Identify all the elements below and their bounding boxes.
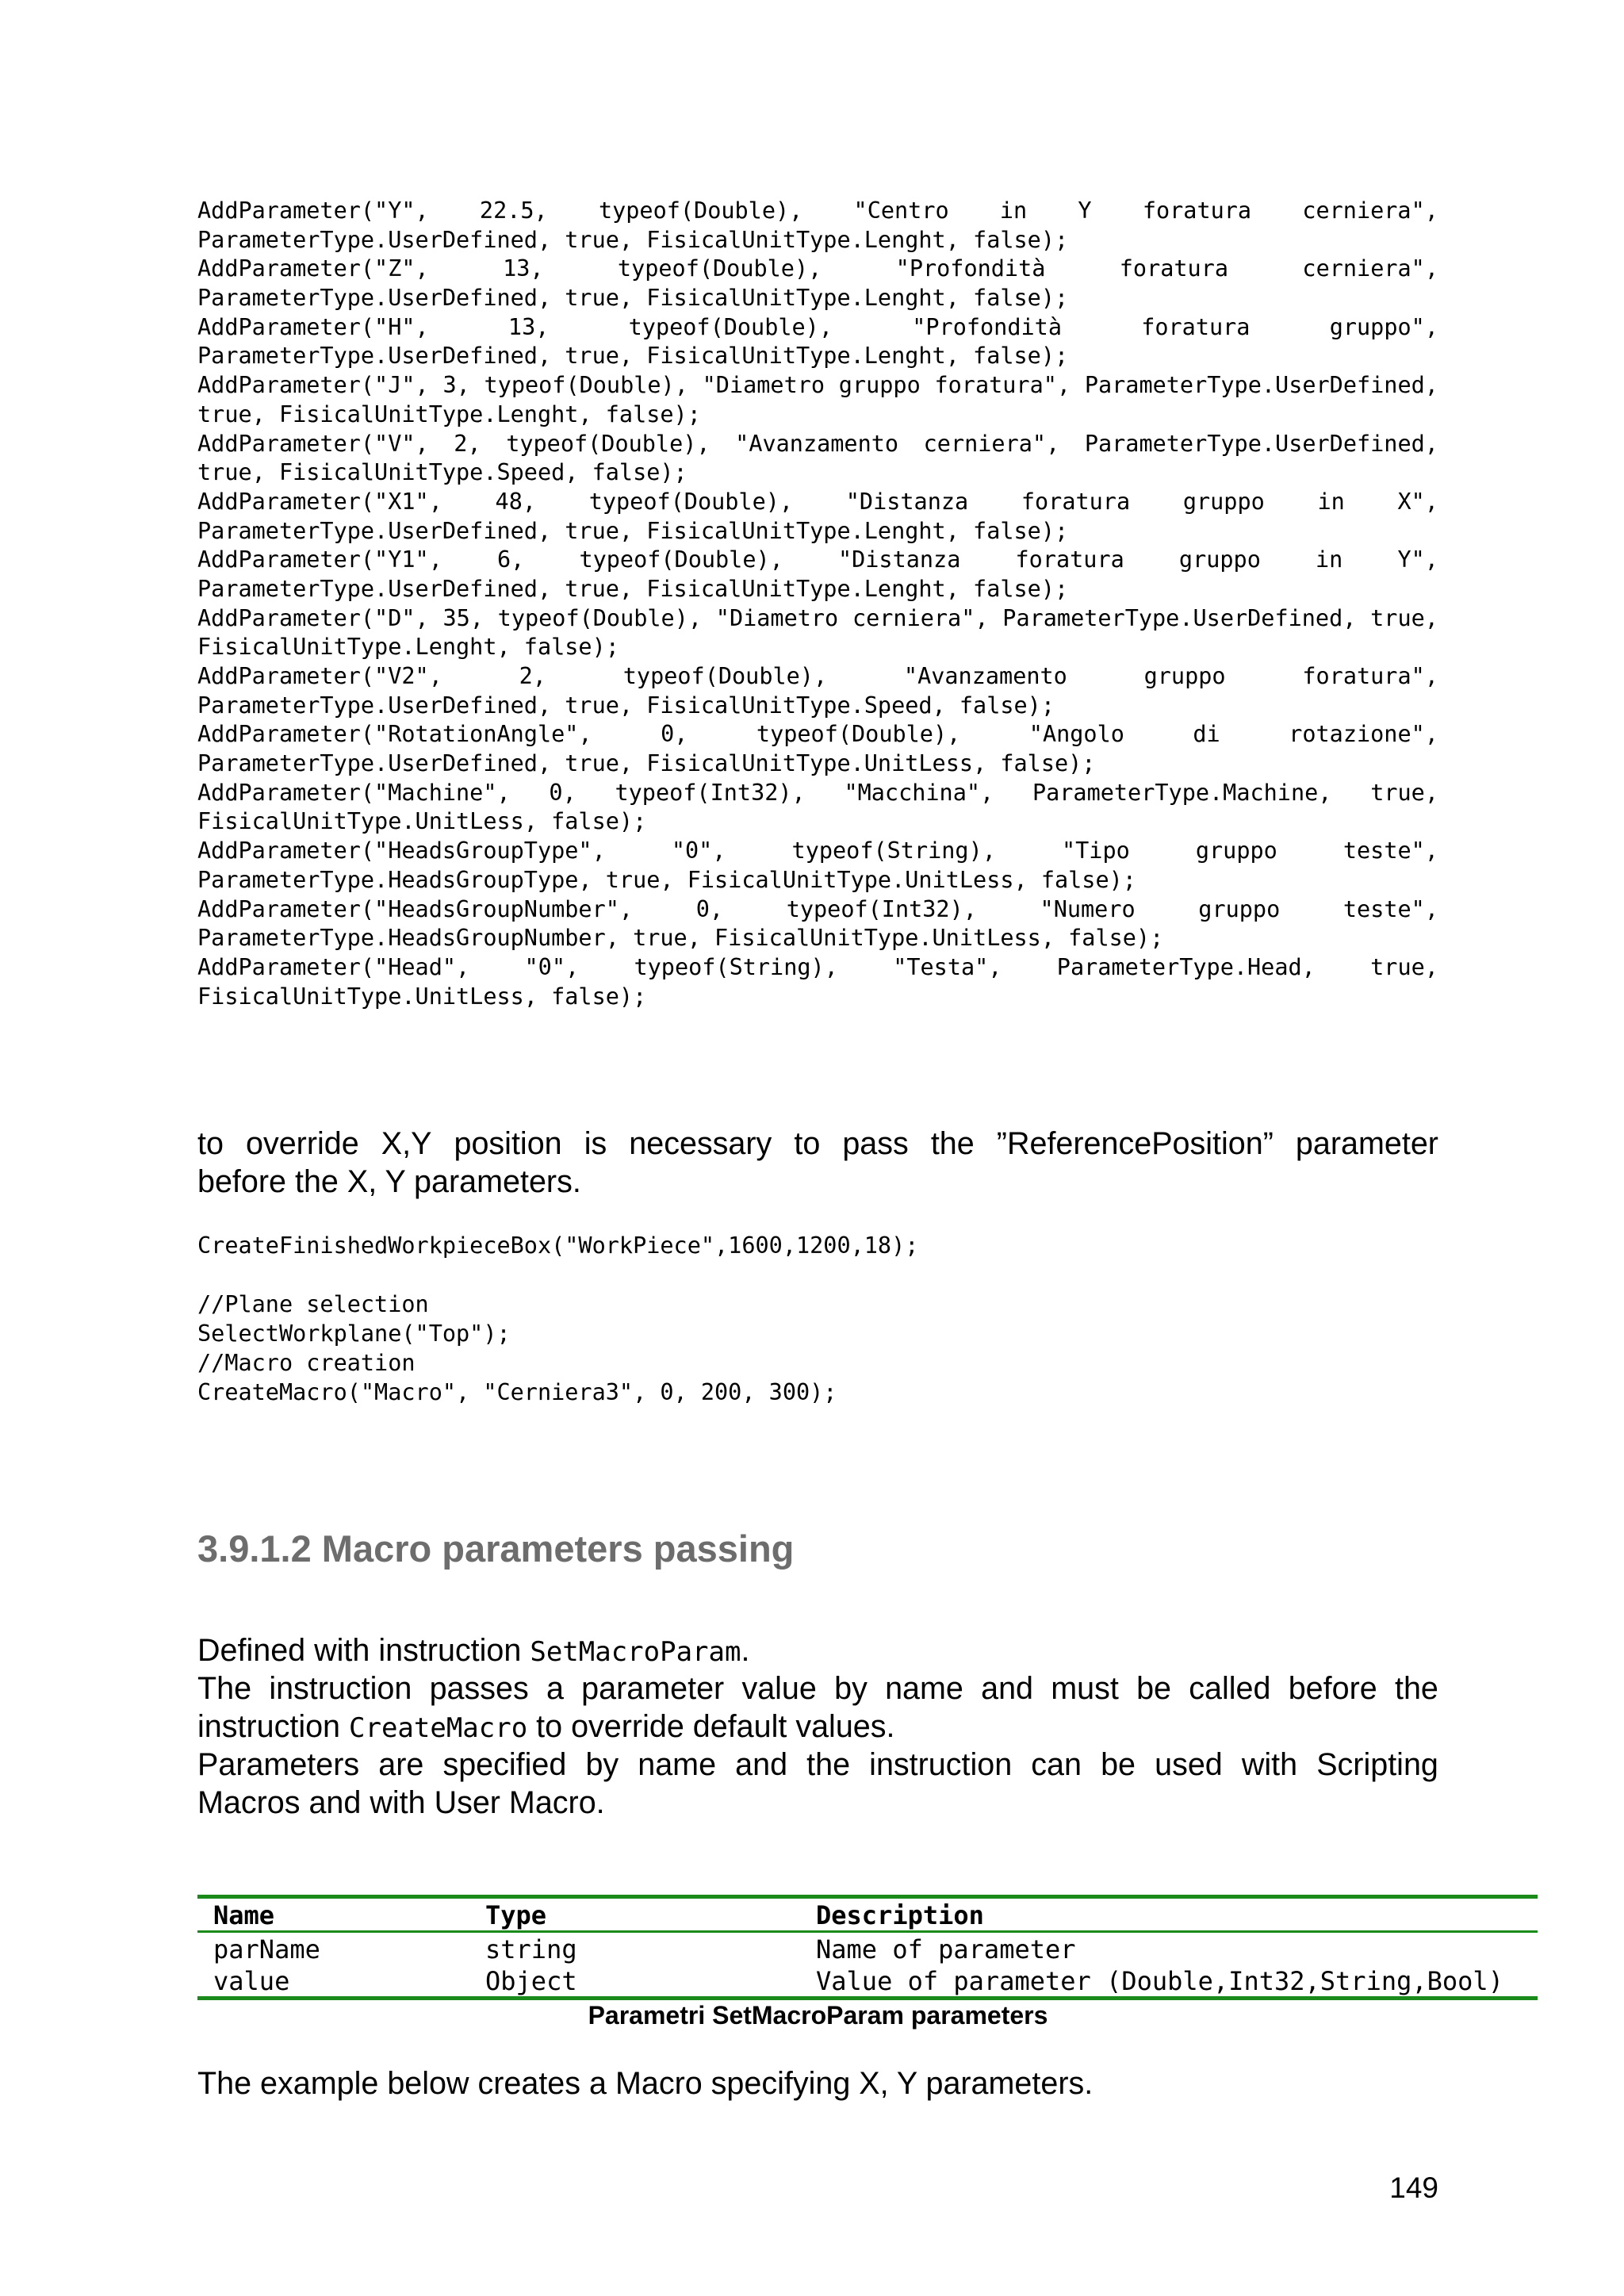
word: ParameterType.UserDefined, [1002, 604, 1357, 631]
section-description [197, 1631, 1438, 1822]
word: parameter [1295, 1126, 1438, 1161]
word: X,Y [381, 1126, 432, 1161]
code-line: //Plane selection [197, 1291, 429, 1317]
code-line: CreateMacro("Macro", "Cerniera3", 0, 200, 300); [197, 1379, 837, 1405]
word: "Avanzamento [735, 430, 899, 457]
word: foratura [1015, 546, 1124, 573]
example-text: The example below creates a Macro specifying X, Y parameters. [197, 2066, 1094, 2101]
word: can [1031, 1747, 1082, 1782]
text-line: FisicalUnitType.UnitLess, false); [197, 808, 647, 835]
text-line [197, 197, 1438, 226]
word: name [885, 1671, 963, 1706]
word: typeof(String), [634, 953, 838, 980]
word: "Tipo [1061, 838, 1130, 864]
word: "Profondità [912, 313, 1062, 340]
text-line: ParameterType.UserDefined, true, FisicalUnitType.UnitLess, false); [197, 750, 1096, 777]
word: typeof(Int32), [615, 779, 806, 806]
word: "Diametro [702, 372, 825, 399]
word: The [197, 1671, 252, 1706]
word: ParameterType.UserDefined, [1084, 430, 1438, 457]
text-line: before the X, Y parameters. [197, 1164, 581, 1199]
cell-description: Name of parameter [816, 1934, 1076, 1964]
word: Y [1078, 197, 1092, 224]
word: "Avanzamento [903, 663, 1067, 689]
word: necessary [629, 1126, 772, 1161]
word: 22.5, [479, 197, 548, 224]
word: instruction [269, 1671, 412, 1706]
text-line [197, 430, 1438, 459]
parameters-table [197, 1895, 1538, 2000]
word: a [546, 1671, 564, 1706]
word: 0, [661, 721, 688, 748]
text-line: ParameterType.UserDefined, true, FisicalUnitType.Speed, false); [197, 692, 1055, 719]
word: foratura [1142, 197, 1252, 224]
word: AddParameter("Y1", [197, 546, 442, 573]
word: by [585, 1747, 619, 1782]
word: di [1193, 721, 1220, 748]
word: 13, [503, 255, 544, 282]
word: cerniera", [1302, 197, 1438, 224]
word: 3, [442, 372, 470, 399]
word: called [1189, 1671, 1271, 1706]
inline-code-setmacroparam: SetMacroParam [530, 1636, 741, 1668]
header-name: Name [197, 1897, 469, 1932]
word: AddParameter("Y", [197, 197, 429, 224]
word: rotazione", [1289, 721, 1438, 748]
word: name [638, 1747, 717, 1782]
word: parameter [581, 1671, 725, 1706]
word: ParameterType.Head, [1056, 953, 1316, 980]
word: override [246, 1126, 359, 1161]
word: foratura [1119, 255, 1229, 282]
word: AddParameter("HeadsGroupNumber", [197, 895, 634, 922]
override-paragraph [197, 1125, 1438, 1201]
word: AddParameter("Head", [197, 953, 470, 980]
word: "Testa", [893, 953, 1002, 980]
cell-description: Value of parameter (Double,Int32,String,Bool) [800, 1964, 1538, 1999]
word: true, [1370, 779, 1438, 806]
word: typeof(Double), [497, 604, 703, 631]
word: instruction [869, 1747, 1013, 1782]
word: typeof(Double), [598, 197, 803, 224]
text-span: Defined with instruction [197, 1633, 530, 1668]
text-line: ParameterType.UserDefined, true, FisicalUnitType.Lenght, false); [197, 285, 1069, 312]
header-description: Description [800, 1897, 1538, 1932]
word: AddParameter("Z", [197, 255, 429, 282]
word: 35, [442, 604, 484, 631]
word: and [735, 1747, 788, 1782]
header-type: Type [469, 1897, 800, 1932]
word: "Numero [1040, 895, 1136, 922]
code-block-create-macro [197, 1231, 918, 1407]
word: typeof(Int32), [786, 895, 977, 922]
word: cerniera", [1302, 255, 1438, 282]
word: gruppo", [1329, 313, 1438, 340]
defined-with-line [197, 1631, 1438, 1669]
word: "Angolo [1028, 721, 1124, 748]
text-line: FisicalUnitType.Lenght, false); [197, 634, 619, 661]
word: AddParameter("J", [197, 372, 429, 399]
text-line [197, 1125, 1438, 1163]
word: true, [1370, 953, 1438, 980]
word: AddParameter("RotationAngle", [197, 721, 592, 748]
cell-name: parName [213, 1934, 320, 1964]
word: 13, [508, 313, 550, 340]
word: in [999, 197, 1028, 224]
word: to [197, 1126, 224, 1161]
word: be [1101, 1747, 1136, 1782]
word: typeof(String), [791, 838, 996, 864]
text-line [197, 546, 1438, 575]
text-line [197, 779, 1438, 808]
word: foratura [1021, 488, 1131, 515]
code-block-addparameter [197, 197, 1438, 1011]
word: typeof(Double), [484, 372, 688, 399]
word: Y", [1397, 546, 1438, 573]
text-span: to override default values. [527, 1709, 895, 1744]
word: the [930, 1126, 975, 1161]
word: gruppo [1195, 838, 1277, 864]
word: gruppo [1198, 895, 1281, 922]
word: 48, [495, 488, 537, 515]
word: "Centro [853, 197, 949, 224]
word: the [806, 1747, 851, 1782]
word: AddParameter("V", [197, 430, 429, 457]
text-line: ParameterType.UserDefined, true, FisicalUnitType.Lenght, false); [197, 575, 1069, 602]
word: before [1288, 1671, 1377, 1706]
cell-type: Object [469, 1964, 800, 1999]
text-line: ParameterType.HeadsGroupType, true, FisicalUnitType.UnitLess, false); [197, 866, 1136, 893]
text-line [197, 837, 1438, 866]
cell-type: string [485, 1934, 577, 1964]
word: "Profondità [895, 255, 1046, 282]
word: AddParameter("D", [197, 604, 429, 631]
word: gruppo [1182, 488, 1265, 515]
text-line: ParameterType.UserDefined, true, FisicalUnitType.Lenght, false); [197, 226, 1069, 253]
text-line: true, FisicalUnitType.Speed, false); [197, 459, 688, 486]
word: teste", [1342, 895, 1438, 922]
text-line: ParameterType.UserDefined, true, FisicalUnitType.Lenght, false); [197, 517, 1069, 544]
word: AddParameter("H", [197, 313, 429, 340]
word: Parameters [197, 1747, 360, 1782]
word: cerniera", [852, 604, 989, 631]
word: by [834, 1671, 868, 1706]
text-line [197, 313, 1438, 343]
text-line [197, 720, 1438, 749]
word: gruppo [838, 372, 921, 399]
word: used [1155, 1747, 1223, 1782]
text-line: ParameterType.UserDefined, true, FisicalUnitType.Lenght, false); [197, 343, 1069, 370]
description-line-5: Macros and with User Macro. [197, 1785, 605, 1820]
word: typeof(Double), [506, 430, 710, 457]
word: ParameterType.Machine, [1032, 779, 1332, 806]
word: typeof(Double), [756, 721, 961, 748]
word: 2, [454, 430, 481, 457]
text-line [197, 255, 1438, 284]
word: pass [842, 1126, 909, 1161]
word: value [741, 1671, 817, 1706]
word: teste", [1342, 838, 1438, 864]
page-number: 149 [1389, 2171, 1438, 2204]
description-line-3 [197, 1708, 1438, 1746]
word: "Distanza [845, 488, 969, 515]
section-heading: 3.9.1.2 Macro parameters passing [197, 1527, 795, 1570]
word: and [981, 1671, 1034, 1706]
text-span: instruction [197, 1709, 350, 1744]
text-span: . [741, 1633, 750, 1668]
text-line [197, 488, 1438, 517]
blank-line [197, 1260, 918, 1290]
word: 0, [549, 779, 576, 806]
word: AddParameter("Machine", [197, 779, 511, 806]
word: typeof(Double), [588, 488, 794, 515]
word: be [1136, 1671, 1172, 1706]
word: to [794, 1126, 821, 1161]
text-line [197, 662, 1438, 692]
word: typeof(Double), [628, 313, 833, 340]
cell-name: value [197, 1964, 469, 1999]
word: "0", [671, 838, 726, 864]
word: ”ReferencePosition” [996, 1126, 1274, 1161]
word: in [1317, 488, 1345, 515]
table-row [197, 1964, 1538, 1999]
text-line: true, FisicalUnitType.Lenght, false); [197, 401, 701, 427]
word: in [1316, 546, 1343, 573]
text-line [197, 604, 1438, 634]
word: typeof(Double), [579, 546, 783, 573]
word: with [1241, 1747, 1298, 1782]
word: "Distanza [837, 546, 961, 573]
word: the [1394, 1671, 1438, 1706]
word: passes [429, 1671, 529, 1706]
table-row [197, 1932, 1538, 1965]
text-line: FisicalUnitType.UnitLess, false); [197, 983, 647, 1010]
text-line [197, 371, 1438, 401]
inline-code-createmacro: CreateMacro [349, 1712, 528, 1744]
code-line: //Macro creation [197, 1350, 416, 1376]
word: must [1051, 1671, 1119, 1706]
word: 6, [496, 546, 525, 573]
text-line [197, 895, 1438, 925]
table-header-row [197, 1897, 1538, 1932]
word: AddParameter("X1", [197, 488, 442, 515]
code-line: CreateFinishedWorkpieceBox("WorkPiece",1600,1200,18); [197, 1232, 919, 1259]
word: 0, [695, 895, 724, 922]
word: Scripting [1316, 1747, 1438, 1782]
word: ParameterType.UserDefined, [1084, 372, 1438, 399]
word: foratura [1141, 313, 1251, 340]
word: typeof(Double), [622, 663, 828, 689]
text-line: ParameterType.HeadsGroupNumber, true, FisicalUnitType.UnitLess, false); [197, 925, 1164, 952]
word: true, [1370, 604, 1438, 631]
code-line: SelectWorkplane("Top"); [197, 1320, 511, 1347]
word: foratura", [934, 372, 1071, 399]
word: is [584, 1126, 607, 1161]
word: position [454, 1126, 562, 1161]
word: AddParameter("HeadsGroupType", [197, 838, 606, 864]
word: cerniera", [923, 430, 1060, 457]
word: gruppo [1178, 546, 1261, 573]
description-line-4 [197, 1746, 1438, 1784]
word: "Macchina", [844, 779, 994, 806]
word: foratura", [1302, 663, 1438, 689]
word: X", [1397, 488, 1438, 515]
table-caption: Parametri SetMacroParam parameters [588, 2001, 1048, 2030]
word: are [378, 1747, 424, 1782]
word: AddParameter("V2", [197, 663, 442, 689]
word: 2, [519, 663, 546, 689]
description-line-2 [197, 1669, 1438, 1708]
word: gruppo [1143, 663, 1226, 689]
word: typeof(Double), [617, 255, 822, 282]
word: specified [442, 1747, 567, 1782]
text-line [197, 953, 1438, 983]
word: "Diametro [715, 604, 839, 631]
word: "0", [524, 953, 580, 980]
